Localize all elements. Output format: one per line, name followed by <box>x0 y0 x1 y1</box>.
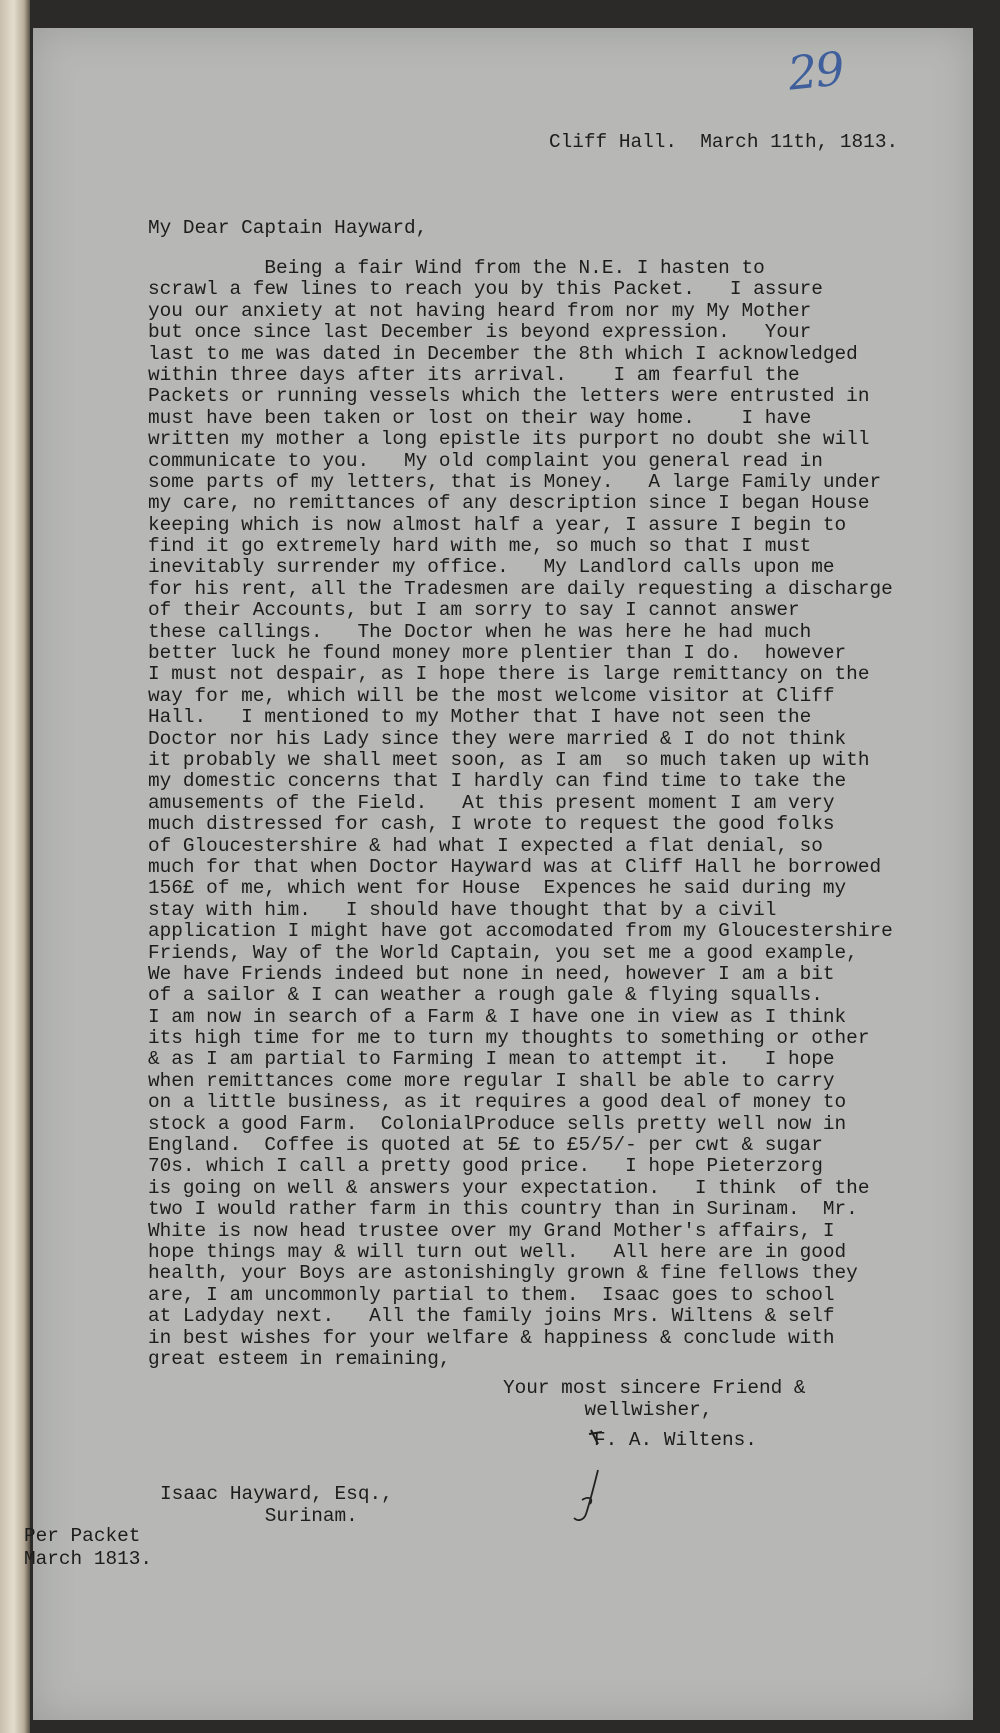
addressee <box>160 1484 393 1528</box>
body-line: way for me, which will be the most welcome visitor at Cliff <box>148 684 835 707</box>
body-line: I am now in search of a Farm & I have one in view as I think <box>148 1005 847 1028</box>
body-line: at Ladyday next. All the family joins Mrs. Wiltens & self <box>148 1305 835 1328</box>
addressee-line: Isaac Hayward, Esq., <box>160 1483 393 1505</box>
body-line: better luck he found money more plentier than I do. however <box>148 642 847 665</box>
per-packet-line: March 1813. <box>24 1548 152 1570</box>
per-packet-line: Per Packet <box>24 1525 141 1547</box>
body-line: 156£ of me, which went for House Expences he said during my <box>148 877 847 900</box>
body-line: its high time for me to turn my thoughts to something or other <box>148 1027 870 1050</box>
body-line: must have been taken or lost on their way home. I have <box>148 406 812 429</box>
typed-signature: F. A. Wiltens. <box>594 1429 757 1451</box>
body-line: for his rent, all the Tradesmen are daily requesting a discharge <box>148 577 893 600</box>
body-line: is going on well & answers your expectation. I think of the <box>148 1176 870 1199</box>
body-line: two I would rather farm in this country than in Surinam. Mr. <box>148 1198 858 1221</box>
addressee-line: Surinam. <box>160 1505 358 1527</box>
body-line: of a sailor & I can weather a rough gale & flying squalls. <box>148 984 823 1007</box>
body-line: within three days after its arrival. I am fearful the <box>148 363 800 386</box>
body-line: much distressed for cash, I wrote to request the good folks <box>148 813 835 836</box>
closing-line: Your most sincere Friend & <box>503 1377 806 1399</box>
body-line: I must not despair, as I hope there is large remittancy on the <box>148 663 870 686</box>
closing-line: wellwisher, <box>503 1399 713 1421</box>
body-line: Packets or running vessels which the letters were entrusted in <box>148 385 870 408</box>
body-line: Doctor nor his Lady since they were married & I do not think <box>148 727 847 750</box>
body-line: health, your Boys are astonishingly grown & fine fellows they <box>148 1262 858 1285</box>
body-line: you our anxiety at not having heard from nor my My Mother <box>148 299 812 322</box>
body-line: scrawl a few lines to reach you by this Packet. I assure <box>148 278 823 301</box>
body-line: my domestic concerns that I hardly can find time to take the <box>148 770 847 793</box>
body-line: Being a fair Wind from the N.E. I hasten to <box>148 257 765 279</box>
body-line: are, I am uncommonly partial to them. Isaac goes to school <box>148 1283 835 1306</box>
body-line: keeping which is now almost half a year, I assure I begin to <box>148 513 847 536</box>
body-line: application I might have got accomodated from my Gloucestershire <box>148 920 893 943</box>
body-line: find it go extremely hard with me, so much so that I must <box>148 535 812 558</box>
body-line: in best wishes for your welfare & happiness & conclude with <box>148 1326 835 1349</box>
body-line: some parts of my letters, that is Money. A large Family under <box>148 470 882 493</box>
body-line: inevitably surrender my office. My Landlord calls upon me <box>148 556 835 579</box>
body-line: communicate to you. My old complaint you general read in <box>148 449 823 472</box>
body-line: great esteem in remaining, <box>148 1347 451 1370</box>
body-line: Hall. I mentioned to my Mother that I have not seen the <box>148 706 812 729</box>
body-line: last to me was dated in December the 8th which I acknowledged <box>148 342 858 365</box>
body-line: when remittances come more regular I shall be able to carry <box>148 1069 835 1092</box>
body-line: stock a good Farm. ColonialProduce sells pretty well now in <box>148 1112 847 1135</box>
body-line: England. Coffee is quoted at 5£ to £5/5/- per cwt & sugar <box>148 1134 823 1157</box>
dateline: Cliff Hall. March 11th, 1813. <box>549 131 899 153</box>
body-line: White is now head trustee over my Grand Mother's affairs, I <box>148 1219 835 1242</box>
body-line: amusements of the Field. At this present moment I am very <box>148 791 835 814</box>
body-line: & as I am partial to Farming I mean to attempt it. I hope <box>148 1048 835 1071</box>
page-number: 29 <box>785 41 846 101</box>
body-line: stay with him. I should have thought that by a civil <box>148 898 777 921</box>
letter-body <box>148 258 893 1370</box>
body-line: much for that when Doctor Hayward was at Cliff Hall he borrowed <box>148 855 882 878</box>
body-line: hope things may & will turn out well. All here are in good <box>148 1240 847 1263</box>
body-line: these callings. The Doctor when he was here he had much <box>148 620 812 643</box>
body-line: written my mother a long epistle its purport no doubt she will <box>148 428 870 451</box>
per-packet-note <box>24 1526 152 1572</box>
body-line: of their Accounts, but I am sorry to say I cannot answer <box>148 599 800 622</box>
body-line: my care, no remittances of any description since I began House <box>148 492 870 515</box>
body-line: Friends, Way of the World Captain, you set me a good example, <box>148 941 858 964</box>
body-line: We have Friends indeed but none in need, however I am a bit <box>148 962 835 985</box>
body-line: 70s. which I call a pretty good price. I hope Pieterzorg <box>148 1155 823 1178</box>
book-binding-edge <box>0 0 30 1733</box>
body-line: on a little business, as it requires a good deal of money to <box>148 1091 847 1114</box>
closing <box>503 1378 806 1422</box>
body-line: of Gloucestershire & had what I expected a flat denial, so <box>148 834 823 857</box>
body-line: it probably we shall meet soon, as I am so much taken up with <box>148 748 870 771</box>
salutation: My Dear Captain Hayward, <box>148 217 428 239</box>
body-line: but once since last December is beyond expression. Your <box>148 321 812 344</box>
handwritten-initial-mark <box>560 1466 610 1526</box>
